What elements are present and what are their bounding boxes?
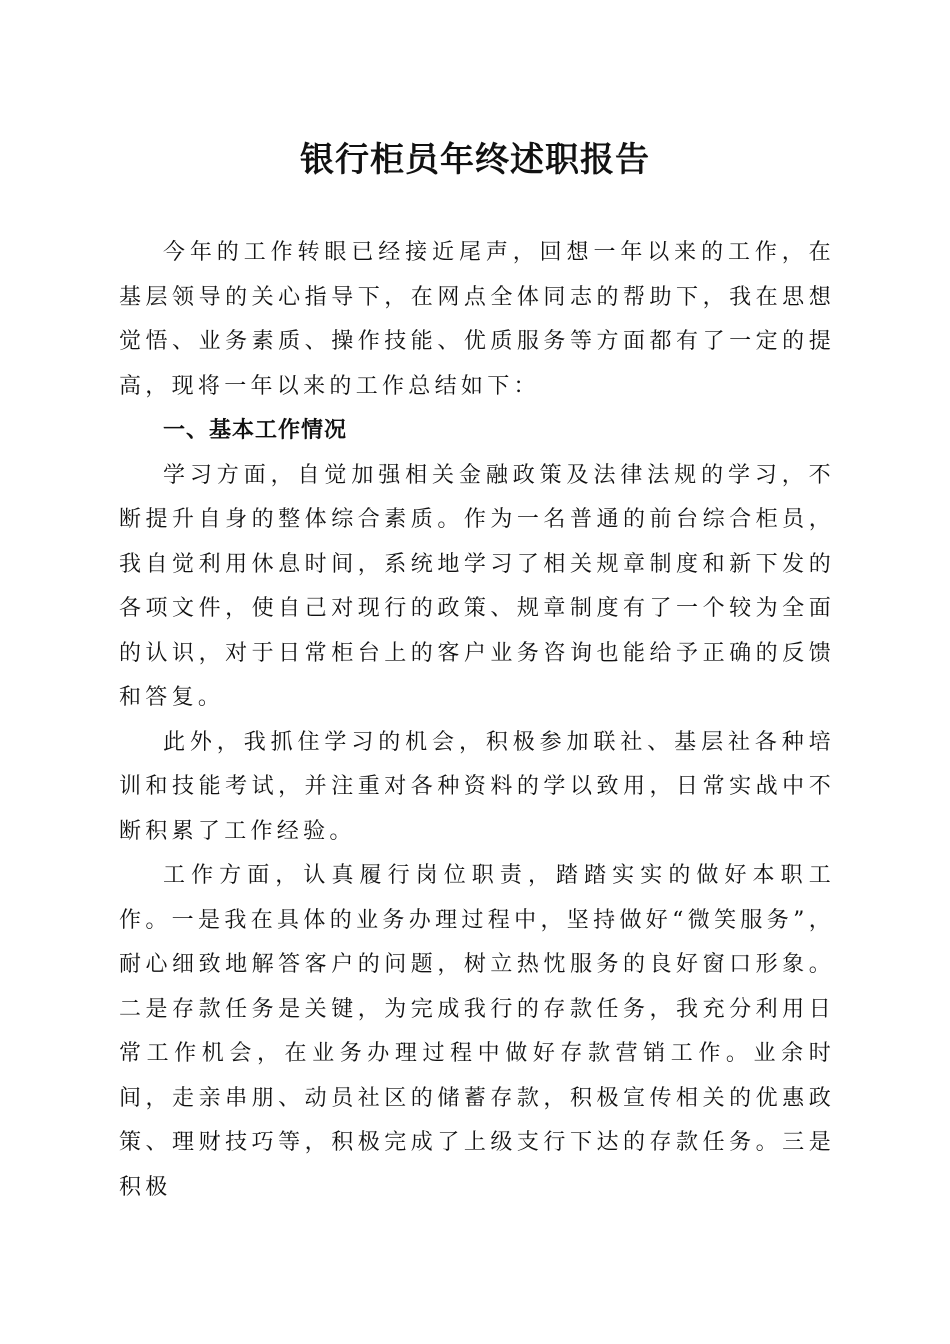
paragraph-study: 学习方面，自觉加强相关金融政策及法律法规的学习，不断提升自身的整体综合素质。作为一名普通的前台综合柜员，我自觉利用休息时间，系统地学习了相关规章制度和新下发的各项文件，使自己对现行的政策、规章制度有了一个较为全面的认识，对于日常柜台上的客户业务咨询也能给予正确的反馈和答复。 — [119, 462, 835, 710]
paragraph-intro: 今年的工作转眼已经接近尾声，回想一年以来的工作，在基层领导的关心指导下，在网点全体同志的帮助下，我在思想觉悟、业务素质、操作技能、优质服务等方面都有了一定的提高，现将一年以来的工作总结如下： — [119, 240, 835, 399]
document-body — [119, 231, 835, 1210]
paragraph-work: 工作方面，认真履行岗位职责，踏踏实实的做好本职工作。一是我在具体的业务办理过程中，坚持做好“微笑服务”，耐心细致地解答客户的问题，树立热忱服务的良好窗口形象。二是存款任务是关键，为完成我行的存款任务，我充分利用日常工作机会，在业务办理过程中做好存款营销工作。业余时间，走亲串朋、动员社区的储蓄存款，积极宣传相关的优惠政策、理财技巧等，积极完成了上级支行下达的存款任务。三是积极 — [119, 863, 835, 1200]
document-title: 银行柜员年终述职报告 — [300, 140, 650, 180]
section-heading: 一、基本工作情况 — [163, 418, 348, 443]
paragraph-training: 此外，我抓住学习的机会，积极参加联社、基层社各种培训和技能考试，并注重对各种资料的学以致用，日常实战中不断积累了工作经验。 — [119, 729, 835, 844]
